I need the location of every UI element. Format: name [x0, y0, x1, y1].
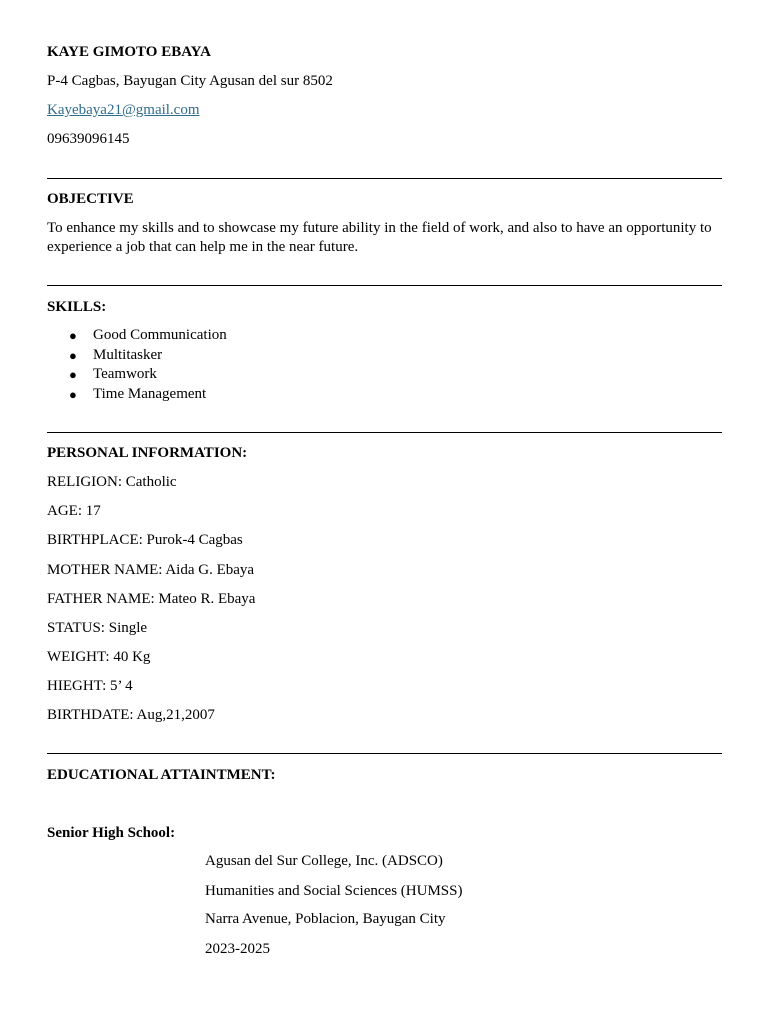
divider: [47, 178, 722, 179]
personal-info-heading: PERSONAL INFORMATION:: [47, 445, 248, 461]
list-item: [47, 385, 227, 405]
skill-label: Teamwork: [93, 366, 157, 382]
phone-number: 09639096145: [47, 131, 130, 147]
age: AGE: 17: [47, 503, 101, 519]
divider: [47, 432, 722, 433]
list-item: [47, 346, 227, 366]
weight: WEIGHT: 40 Kg: [47, 649, 151, 665]
status: STATUS: Single: [47, 620, 148, 636]
strand: Humanities and Social Sciences (HUMSS): [205, 883, 463, 899]
senior-high-label: Senior High School:: [47, 825, 176, 841]
skill-label: Time Management: [93, 385, 207, 402]
school-name: Agusan del Sur College, Inc. (ADSCO): [205, 853, 443, 869]
skill-label: Good Communication: [93, 327, 227, 343]
objective-heading: OBJECTIVE: [47, 191, 134, 207]
skills-list: [47, 326, 227, 404]
address: P-4 Cagbas, Bayugan City Agusan del sur 8502: [47, 73, 333, 89]
father-name: FATHER NAME: Mateo R. Ebaya: [47, 591, 256, 607]
school-years: 2023-2025: [205, 941, 270, 957]
skills-heading: SKILLS:: [47, 299, 107, 315]
list-item: [47, 326, 227, 346]
divider: [47, 753, 722, 754]
applicant-name: KAYE GIMOTO EBAYA: [47, 44, 211, 60]
skill-label: Multitasker: [93, 346, 163, 363]
birthdate: BIRTHDATE: Aug,21,2007: [47, 707, 215, 723]
education-heading: EDUCATIONAL ATTAINTMENT:: [47, 767, 276, 783]
list-item: [47, 365, 227, 385]
height: HIEGHT: 5’ 4: [47, 678, 133, 694]
mother-name: MOTHER NAME: Aida G. Ebaya: [47, 562, 255, 578]
email-link[interactable]: Kayebaya21@gmail.com: [47, 102, 200, 118]
school-address: Narra Avenue, Poblacion, Bayugan City: [205, 911, 446, 927]
objective-text: To enhance my skills and to showcase my future ability in the field of work, and also to have an opportunity to experience a job that can help me in the near future.: [47, 220, 712, 255]
bullet-icon: ●: [69, 328, 77, 343]
birthplace: BIRTHPLACE: Purok-4 Cagbas: [47, 532, 243, 548]
divider: [47, 285, 722, 286]
religion: RELIGION: Catholic: [47, 474, 177, 490]
bullet-icon: ●: [69, 347, 77, 363]
bullet-icon: ●: [69, 386, 77, 402]
bullet-icon: ●: [69, 367, 77, 382]
